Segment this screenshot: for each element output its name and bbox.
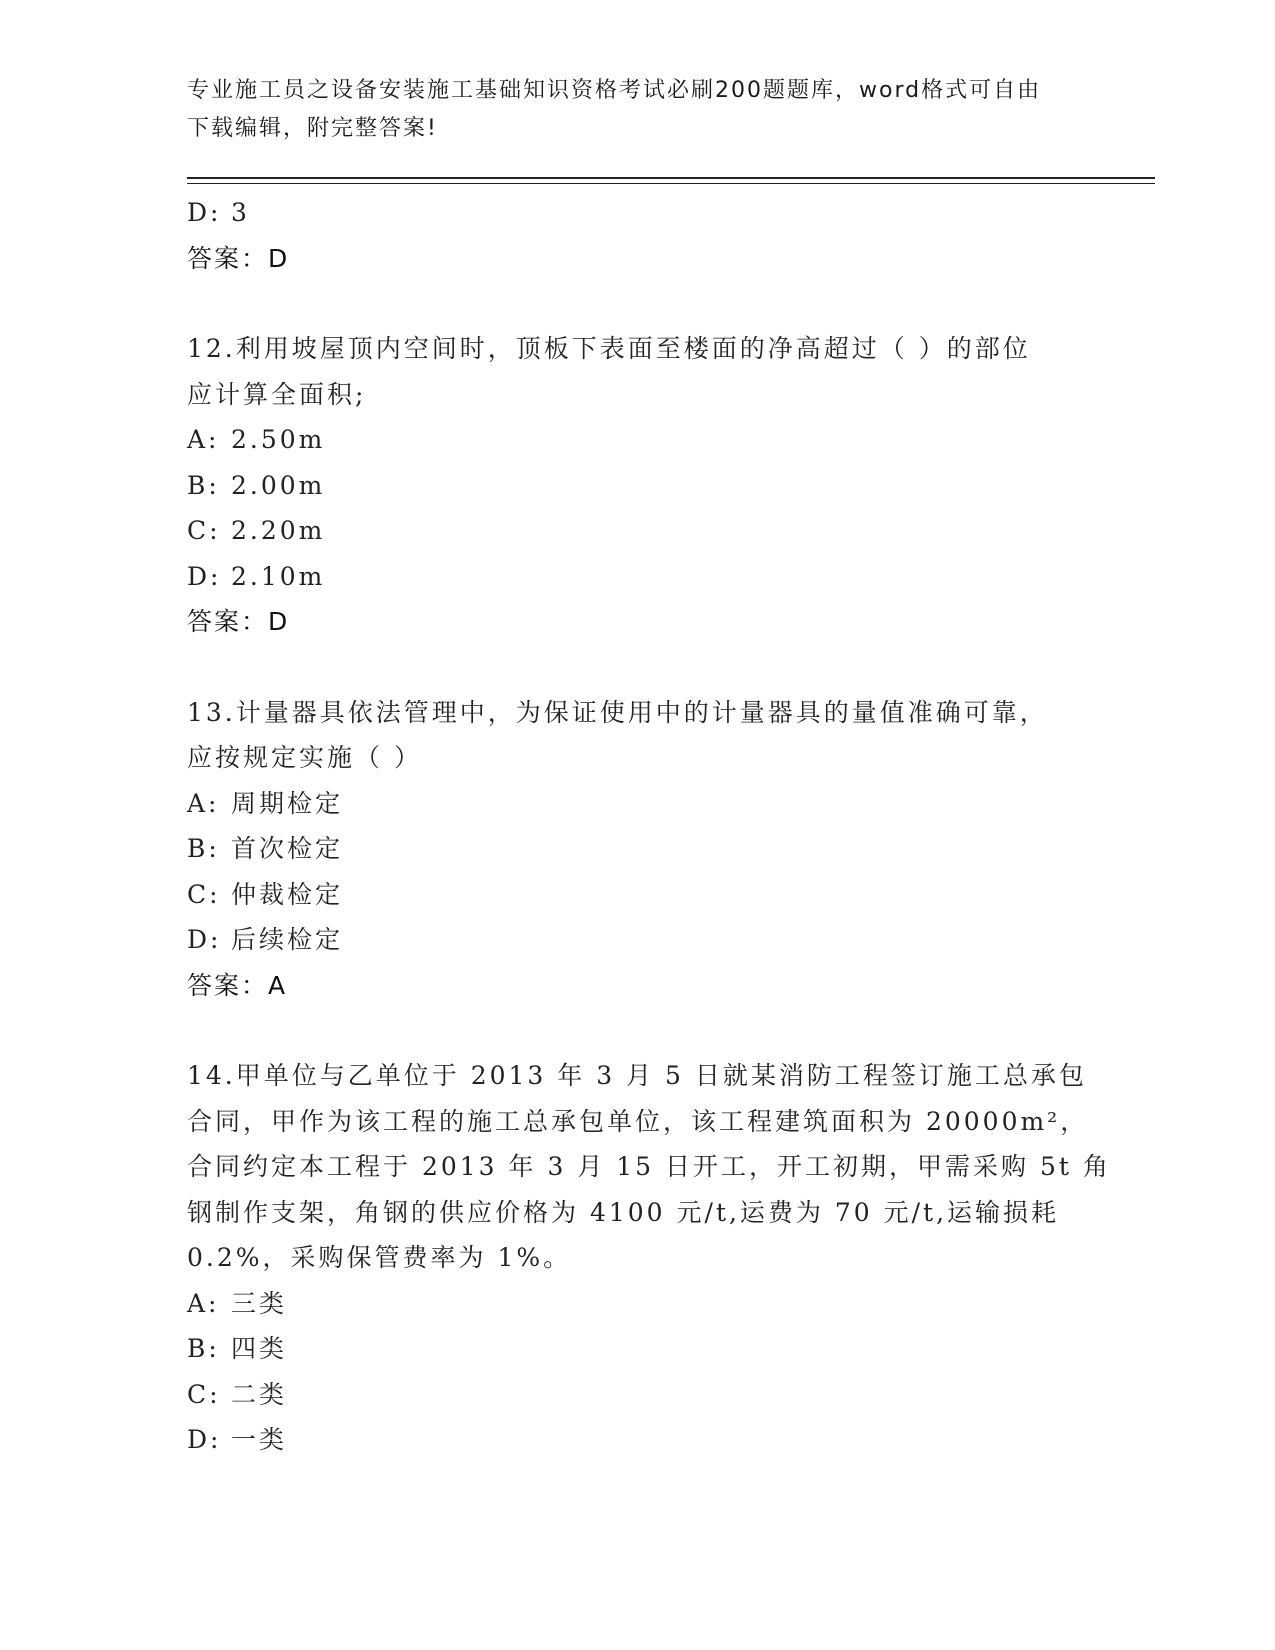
option-text: 2.10m (231, 561, 326, 591)
option-text: 2.50m (231, 425, 326, 454)
option-text: 3 (231, 198, 250, 227)
option-label: C: (187, 1379, 221, 1409)
option-label: C: (187, 879, 221, 909)
q14-stem-line-5: 0.2%，采购保管费率为 1%。 (187, 1243, 572, 1272)
q14-stem-line-4: 钢制作支架，角钢的供应价格为 4100 元/t,运费为 70 元/t,运输损耗 (187, 1197, 1060, 1227)
q14-stem-line-3: 合同约定本工程于 2013 年 3 月 15 日开工，开工初期，甲需采购 5t 角 (187, 1152, 1111, 1181)
q13-option-a (187, 781, 1087, 827)
option-text: 周期检定 (231, 788, 344, 818)
option-text: 仲裁检定 (231, 879, 344, 909)
option-text: 2.20m (231, 516, 326, 545)
q12-stem-line-2: 应计算全面积; (187, 379, 367, 409)
option-label: A: (187, 1288, 220, 1318)
q13-stem-line-2: 应按规定实施（ ） (187, 743, 422, 772)
q11-option-d (187, 190, 1087, 236)
option-label: B: (187, 470, 220, 500)
q13-option-d (187, 917, 1087, 963)
spacer (187, 281, 1087, 326)
option-text: 二类 (231, 1379, 288, 1409)
option-label: D: (187, 198, 222, 227)
option-label: B: (187, 1334, 220, 1363)
option-label: D: (187, 1425, 222, 1454)
spacer (187, 645, 1087, 690)
q13-answer: 答案：A (187, 970, 288, 1000)
q12-option-a (187, 417, 1087, 463)
q11-answer: 答案：D (187, 243, 290, 273)
header-divider-thick (187, 177, 1155, 179)
q13-option-b (187, 826, 1087, 872)
q14-option-a (187, 1281, 1087, 1327)
option-text: 三类 (231, 1288, 288, 1318)
option-label: A: (187, 425, 220, 454)
document-header (187, 72, 1077, 148)
header-line-1: 专业施工员之设备安装施工基础知识资格考试必刷200题题库，word格式可自由 (187, 78, 1042, 103)
q14-option-d (187, 1417, 1087, 1463)
q14-option-c (187, 1372, 1087, 1418)
option-label: C: (187, 516, 221, 545)
header-line-2: 下载编辑，附完整答案! (187, 116, 438, 141)
q12-option-b (187, 463, 1087, 509)
q12-stem-line-1: 12.利用坡屋顶内空间时，顶板下表面至楼面的净高超过（ ）的部位 (187, 334, 1031, 363)
option-label: B: (187, 834, 220, 863)
option-text: 一类 (231, 1425, 288, 1454)
q14-stem-line-1: 14.甲单位与乙单位于 2013 年 3 月 5 日就某消防工程签订施工总承包 (187, 1061, 1087, 1090)
q13-stem-line-1: 13.计量器具依法管理中，为保证使用中的计量器具的量值准确可靠， (187, 697, 1048, 727)
q14-stem-line-2: 合同，甲作为该工程的施工总承包单位，该工程建筑面积为 20000m²， (187, 1106, 1089, 1136)
q12-option-c (187, 508, 1087, 554)
option-text: 后续检定 (231, 925, 344, 954)
option-label: D: (187, 561, 222, 591)
q13-option-c (187, 872, 1087, 918)
option-text: 四类 (231, 1334, 288, 1363)
option-label: D: (187, 925, 222, 954)
question-content (187, 190, 1111, 1463)
q12-answer: 答案：D (187, 607, 290, 636)
q14-option-b (187, 1326, 1087, 1372)
option-text: 首次检定 (231, 834, 344, 863)
option-label: A: (187, 788, 220, 818)
spacer (187, 1008, 1087, 1053)
option-text: 2.00m (231, 470, 326, 500)
q12-option-d (187, 554, 1087, 600)
header-divider-thin (187, 183, 1155, 184)
